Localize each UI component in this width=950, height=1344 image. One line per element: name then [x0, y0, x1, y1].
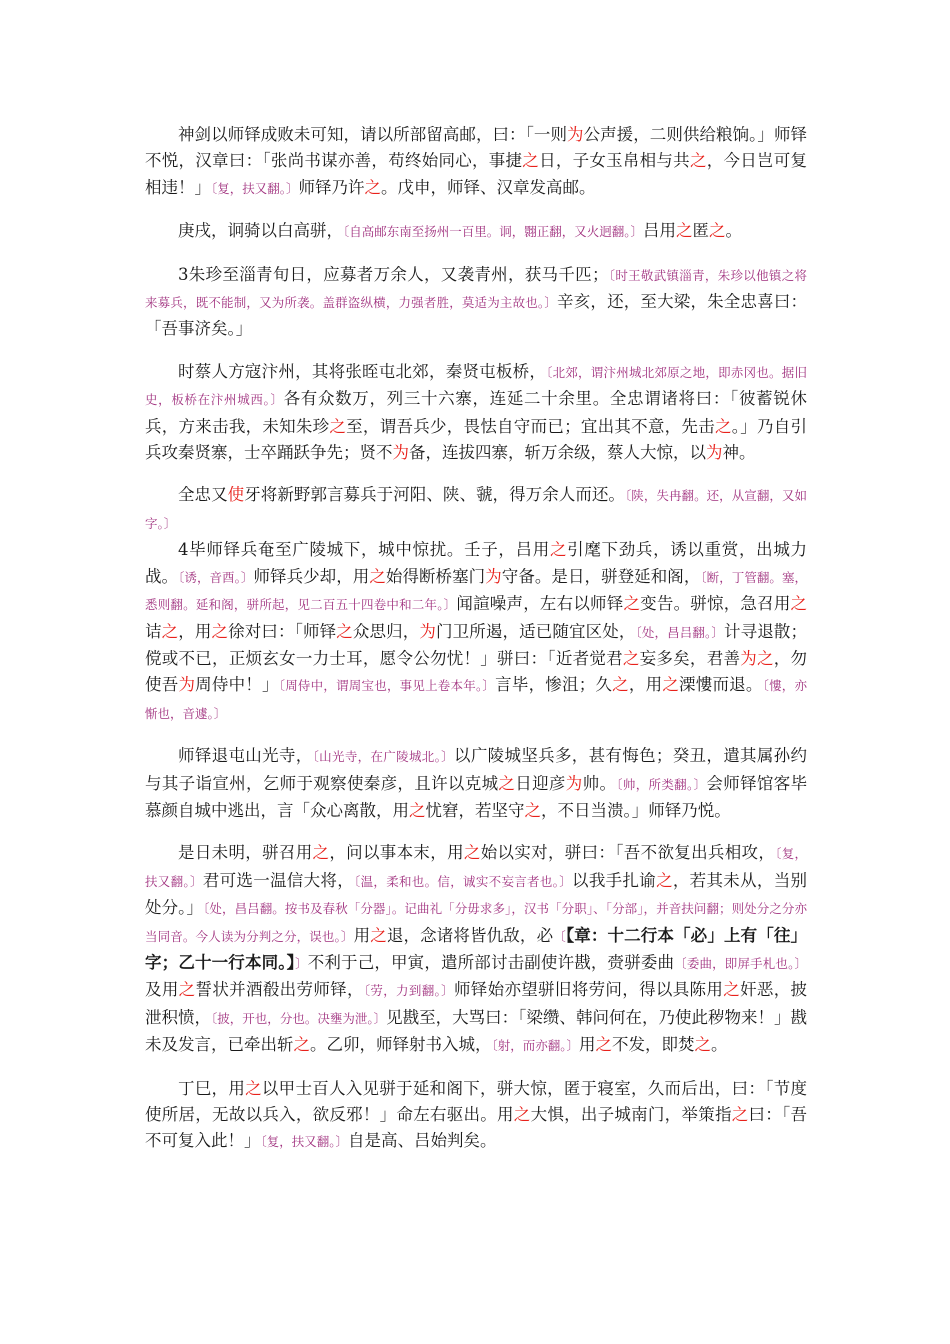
text-run: 3朱珍至淄青旬日，应募者万余人，又袭青州，获马千匹；	[178, 264, 609, 284]
annotation-note: 〔帅，所类翻。〕	[616, 776, 707, 792]
text-run: 誓状并酒殽出劳师铎，	[195, 980, 364, 1000]
text-run: 以广陵城坚兵多，甚有悔色；癸丑，遣其属孙约与其子诣宣州，乞师于观察使秦彦，且许以克城	[145, 746, 808, 793]
annotation-note: 〔诱，音酉。〕	[178, 569, 254, 585]
text-run: 会师铎馆客毕慕颜自城中逃出，言「众心离散，用	[145, 773, 808, 820]
text-run: 退，念诸将皆仇敌，必	[386, 925, 554, 945]
text-run: 至，谓吾兵少，畏怯自守而已；宜出其不意，先击	[346, 416, 715, 436]
text-run: ，不日当溃。」师铎乃悦。	[541, 800, 731, 820]
text-run: ，用	[178, 621, 212, 641]
text-run: 师铎始亦望骈旧将劳问，得以具陈用	[453, 980, 724, 1000]
text-run: 不发，即焚	[612, 1035, 695, 1055]
annotation-note: 〔周侍中，谓周宝也，事见上卷本年。〕	[278, 678, 496, 694]
highlighted-char: 之	[211, 621, 229, 641]
highlighted-char: 之	[498, 773, 516, 793]
text-run: 牙将新野郭言募兵于河阳、陕、虢，得万余人而还。	[244, 485, 625, 505]
text-run: 用	[579, 1035, 596, 1055]
highlighted-char: 之	[369, 566, 386, 586]
text-run: 匿	[692, 221, 710, 241]
text-run: 辛亥，还，至大梁，朱全忠喜曰：「吾事济矣。」	[145, 292, 808, 339]
highlighted-char: 之	[714, 416, 732, 436]
annotation-note: 〔复，扶又翻。〕	[145, 846, 808, 889]
text-run: ，若其未从，当别处分。」	[145, 870, 808, 918]
text-run: 师铎退屯山光寺，	[178, 746, 313, 766]
annotation-note: 〔温，柔和也。信，诚实不妄言者也。〕	[354, 873, 573, 889]
text-run: 以我手扎谕	[572, 870, 657, 890]
highlighted-char: 之	[612, 675, 629, 695]
highlighted-char: 之	[312, 843, 330, 863]
collation-mark: 【章：十二行本「必」上有「往」字；乙十一行本同。】	[145, 925, 807, 972]
text-run: ，勿使吾	[145, 648, 808, 695]
text-run: 门卫所遏，适已随宜区处，	[436, 621, 636, 641]
highlighted-char: 之	[370, 925, 387, 945]
highlighted-char: 之	[656, 870, 673, 890]
paragraph	[145, 482, 807, 537]
text-run: 。戊申，师铎、汉章发高邮。	[381, 177, 596, 197]
text-run: 。	[711, 1035, 728, 1055]
highlighted-char: 为	[419, 621, 436, 641]
highlighted-char: 之	[245, 1078, 262, 1098]
text-run: 见戡至，大骂曰：「梁缵、韩问何在，乃使此秽物来！」戡未及发言，已牵出斩	[145, 1007, 808, 1055]
highlighted-char: 为	[485, 566, 502, 586]
text-run: 始以实对，骈曰：「吾不欲复出兵相攻，	[480, 843, 776, 863]
text-run: 庚戌，诇骑以白高骈，	[178, 221, 343, 241]
text-run: 。」乃自引兵攻秦贤寨，士卒踊跃争先；贤不	[145, 416, 808, 463]
annotation-note: 〔劳，力到翻。〕	[363, 983, 454, 999]
text-run: 以甲士百人入见骈于延和阁下，骈大惊，匿于寝室，久而后出，曰：「节度使所居，无故以兵入，欲反邪！」命左右驱出。用	[145, 1078, 808, 1124]
paragraph	[145, 1076, 807, 1156]
highlighted-char: 之	[524, 800, 541, 820]
highlighted-char: 使	[227, 485, 245, 505]
text-run: 大惧，出子城南门，举策指	[530, 1105, 732, 1124]
highlighted-char: 之	[623, 594, 641, 614]
paragraph	[145, 218, 807, 245]
highlighted-char: 为	[706, 443, 723, 463]
text-run: 各有众数万，列三十六寨，连延二十余里。全忠谓诸将曰：「彼蓄锐休兵，方来击我，未知朱珍	[145, 389, 807, 436]
text-run: 及用	[145, 980, 179, 1000]
highlighted-char: 之	[513, 1105, 531, 1124]
text-run: ，今日岂可复相违！」	[145, 151, 808, 197]
text-run: 是日未明，骈召用	[178, 843, 313, 863]
highlighted-char: 之	[364, 177, 382, 197]
highlighted-char: 之	[595, 1035, 613, 1055]
text-run: 帅。	[582, 773, 617, 793]
text-run: 4毕师铎兵奄至广陵城下，城中惊扰。壬子，吕用	[178, 540, 550, 560]
text-run: 溧慺而退。	[679, 675, 763, 695]
annotation-note: 〔自高邮东南至扬州一百里。诇，翾正翻，又火迥翻。〕	[343, 224, 644, 240]
text-run: 周侍中！」	[195, 675, 279, 695]
text-run: 守备。是日，骈登延和阁，	[501, 566, 701, 586]
text-run: 用	[353, 925, 371, 945]
highlighted-char: 之	[694, 1035, 712, 1055]
text-run: 始得断桥塞门	[385, 566, 486, 586]
text-run: ，用	[628, 675, 663, 695]
annotation-note: 〔委曲，即屏手札也。〕	[674, 955, 807, 971]
text-run: 诘	[145, 621, 162, 641]
annotation-note: 〔北郊，谓汴州城北郊原之地，即赤冈也。据旧史，板桥在汴州城西。〕	[145, 364, 807, 408]
text-run: 妄多矣，君善	[639, 648, 741, 668]
highlighted-char: 之	[709, 221, 726, 241]
text-run: 闻諠噪声，左右以师铎	[456, 594, 624, 614]
annotation-note: 〔复，扶又翻。〕	[211, 180, 299, 196]
document-page	[145, 122, 807, 1172]
highlighted-char: 之	[662, 675, 680, 695]
text-run: 全忠又	[178, 485, 228, 505]
annotation-note: 〔断，丁管翻。塞，悉则翻。延和阁，骈所起，见二百五十四卷中和二年。〕	[145, 569, 808, 613]
highlighted-char: 之	[463, 843, 481, 863]
highlighted-char: 之	[731, 1105, 749, 1124]
text-run: 师铎乃许	[298, 177, 365, 197]
text-run: ，问以事本末，用	[329, 843, 464, 863]
highlighted-char: 之	[329, 416, 347, 436]
annotation-note: 〔复，扶又翻。〕	[260, 1134, 349, 1150]
text-run: 言毕，惨沮；久	[495, 675, 613, 695]
annotation-note: 〕	[295, 955, 308, 971]
annotation-note: 〔处，昌吕翻。〕	[635, 624, 724, 640]
annotation-note: 〔	[553, 928, 566, 944]
annotation-note: 〔披，开也，分也。决壅为泄。〕	[211, 1010, 387, 1026]
paragraph	[145, 359, 807, 467]
highlighted-char: 之	[336, 621, 353, 641]
annotation-note: 〔处，昌吕翻。按书及春秋「分器」。记曲礼「分毋求多」，汉书「分职」、「分部」，并音扶问翻；则处分之分亦当同音。今人读为分判之分，误也。〕	[145, 901, 808, 944]
text-run: 徐对曰：「师铎	[228, 621, 337, 641]
highlighted-char: 为之	[740, 648, 774, 668]
text-run: 奸恶，披泄积愤，	[145, 980, 808, 1027]
text-run: 众思归，	[352, 621, 420, 641]
text-run: 师铎兵少却，用	[253, 566, 370, 586]
highlighted-char: 为	[565, 773, 583, 793]
highlighted-char: 之	[689, 151, 707, 171]
highlighted-char: 之	[522, 151, 540, 171]
text-run: 神剑以师铎成败未可知，请以所部留高邮，曰：「一则	[178, 125, 568, 144]
paragraph	[145, 122, 807, 202]
text-run: 引麾下劲兵，诱以重赏，出城力战。	[145, 540, 808, 586]
text-run: 公声援，二则供给粮饷。」师铎不悦，汉章曰：「张尚书谋亦善，苟终始同心，事捷	[145, 125, 808, 171]
highlighted-char: 之	[676, 221, 693, 241]
annotation-note: 〔慺，亦惭也，音遽。〕	[145, 678, 808, 721]
highlighted-char: 为	[178, 675, 196, 695]
text-run: 自是高、吕始判矣。	[348, 1131, 497, 1151]
text-run: 忧窘，若坚守	[425, 800, 525, 820]
highlighted-char: 之	[790, 594, 808, 614]
annotation-note: 〔陕，失冉翻。还，从宣翻，又如字。〕	[145, 488, 808, 531]
highlighted-char: 为	[392, 443, 409, 463]
text-run: 吕用	[643, 221, 677, 241]
annotation-note: 〔时王敬武镇淄青，朱珍以他镇之将来募兵，既不能制，又为所袭。盖群盗纵横，力强者胜，莫适为主故也。〕	[145, 267, 807, 311]
paragraph	[145, 840, 807, 1059]
text-run: 日迎彦	[515, 773, 566, 793]
annotation-note: 〔射，而亦翻。〕	[491, 1038, 580, 1054]
text-run: 。	[725, 221, 743, 241]
text-run: 君可选一温信大将，	[202, 870, 355, 890]
highlighted-char: 之	[723, 980, 741, 1000]
annotation-note: 〔山光寺，在广陵城北。〕	[312, 749, 455, 765]
highlighted-char: 为	[567, 125, 584, 144]
text-run: 时蔡人方寇汴州，其将张晊屯北郊，秦贤屯板桥，	[178, 361, 547, 381]
highlighted-char: 之	[293, 1035, 310, 1055]
paragraph	[145, 537, 807, 727]
paragraph	[145, 262, 807, 343]
highlighted-char: 之	[409, 800, 426, 820]
highlighted-char: 之	[622, 648, 640, 668]
highlighted-char: 之	[161, 621, 179, 641]
paragraph	[145, 743, 807, 824]
highlighted-char: 之	[549, 540, 568, 560]
text-run: 曰：「吾不可复入此！」	[145, 1105, 808, 1151]
text-run: 日，子女玉帛相与共	[539, 151, 690, 171]
text-run: 不利于己，甲寅，遣所部讨击副使许戡，赍骈委曲	[307, 952, 675, 972]
text-run: 变告。骈惊，急召用	[640, 594, 791, 614]
text-run: 备，连拔四寨，斩万余级，蔡人大惊，以	[409, 443, 706, 463]
text-run: 神。	[722, 443, 756, 463]
highlighted-char: 之	[178, 980, 196, 1000]
text-run: 计寻退散；傥或不已，正烦玄女一力士耳，愿令公勿忧！」骈曰：「近者觉君	[145, 621, 807, 668]
text-run: 丁巳，用	[178, 1078, 246, 1098]
text-run: 。乙卯，师铎射书入城，	[310, 1035, 492, 1055]
